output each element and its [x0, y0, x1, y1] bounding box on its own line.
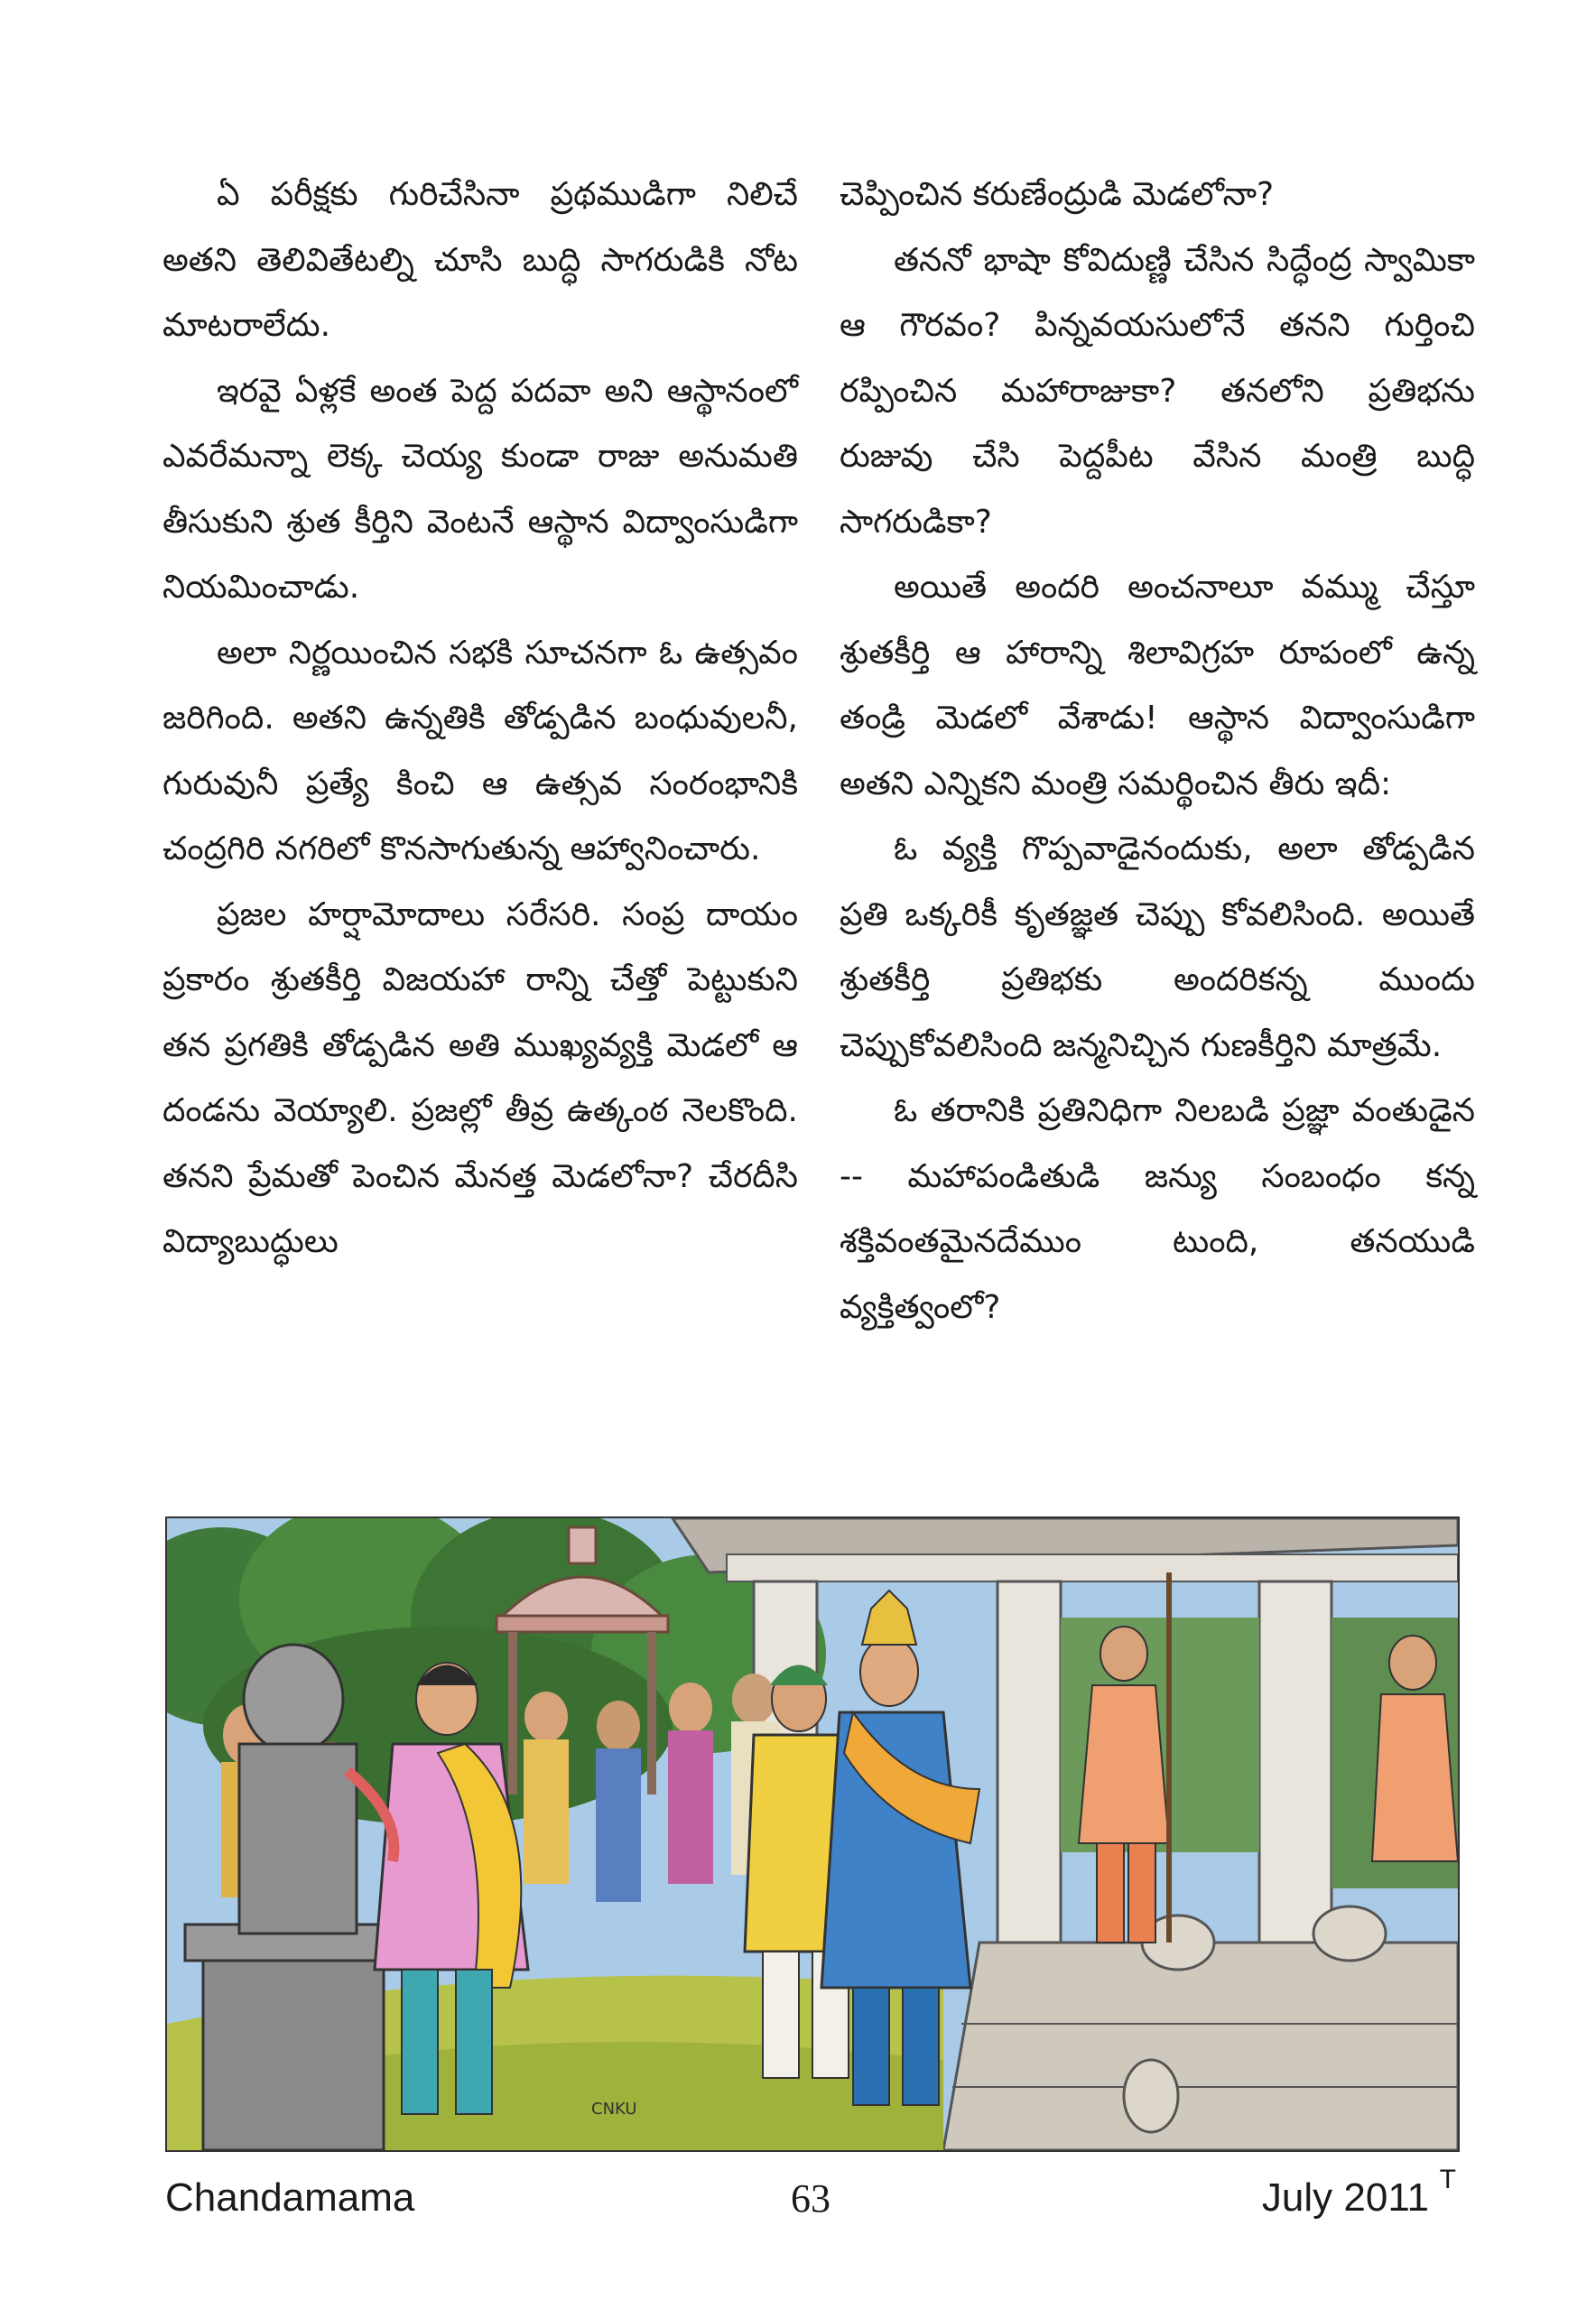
paragraph: ఏ పరీక్షకు గురిచేసినా ప్రథముడిగా నిలిచే అతని తెలివితేటల్ని చూసి బుద్ధి సాగరుడికి నోట మాటరాలేదు.: [162, 176, 798, 344]
paragraph: ఓ వ్యక్తి గొప్పవాడైనందుకు, అలా తోడ్పడిన ప్రతి ఒక్కరికీ కృతజ్ఞత చెప్పు కోవలిసింది. అయితే శ్రుతకీర్తి ప్రతిభకు అందరికన్న ముందు చెప్పుకోవలిసింది జన్మనిచ్చిన గుణకీర్తిని మాత్రమే.: [840, 830, 1475, 1064]
footer-mark: T: [1439, 2165, 1456, 2194]
artist-signature: CNKU: [591, 2100, 637, 2119]
illustration-scene: [167, 1518, 1458, 2150]
page-footer: [165, 2165, 1456, 2239]
story-illustration: [165, 1516, 1460, 2152]
magazine-name: Chandamama: [165, 2175, 415, 2220]
paragraph: ప్రజల హర్షామోదాలు సరేసరి. సంప్ర దాయం ప్రకారం శ్రుతకీర్తి విజయహా రాన్ని చేత్తో పెట్టుకుని తన ప్రగతికి తోడ్పడిన అతి ముఖ్యవ్యక్తి మెడలో ఆ దండను వెయ్యాలి. ప్రజల్లో తీవ్ర ఉత్కంఠ నెలకొంది. తనని ప్రేమతో పెంచిన మేనత్త మెడలోనా? చేరదీసి విద్యాబుద్ధులు: [162, 895, 798, 1260]
paragraph: ఇరవై ఏళ్లకే అంత పెద్ద పదవా అని ఆస్థానంలో ఎవరేమన్నా లెక్క చెయ్య కుండా రాజు అనుమతి తీసుకుని శ్రుత కీర్తిని వెంటనే ఆస్థాన విద్వాంసుడిగా నియమించాడు.: [162, 372, 798, 606]
paragraph: అయితే అందరి అంచనాలూ వమ్ము చేస్తూ శ్రుతకీర్తి ఆ హారాన్ని శిలావిగ్రహ రూపంలో ఉన్న తండ్రి మెడలో వేశాడు! ఆస్థాన విద్వాంసుడిగా అతని ఎన్నికని మంత్రి సమర్థించిన తీరు ఇదీ:: [840, 569, 1475, 802]
paragraph: చెప్పించిన కరుణేంద్రుడి మెడలోనా?: [840, 176, 1275, 213]
page-number: 63: [791, 2176, 830, 2221]
paragraph: తననో భాషా కోవిదుణ్ణి చేసిన సిద్ధేంద్ర స్వామికా ఆ గౌరవం? పిన్నవయసులోనే తనని గుర్తించి రప్పించిన మహారాజుకా? తనలోని ప్రతిభను రుజువు చేసి పెద్దపీట వేసిన మంత్రి బుద్ధి సాగరుడికా?: [840, 241, 1475, 541]
issue-date: July 2011: [1261, 2175, 1429, 2220]
left-text-column: [162, 162, 798, 1275]
right-text-column: [840, 162, 1475, 1340]
paragraph: అలా నిర్ణయించిన సభకి సూచనగా ఓ ఉత్సవం జరిగింది. అతని ఉన్నతికి తోడ్పడిన బంధువులనీ, గురువునీ ప్రత్యే కించి ఆ ఉత్సవ సంరంభానికి చంద్రగిరి నగరిలో కొనసాగుతున్న ఆహ్వానించారు.: [162, 634, 798, 867]
paragraph: ఓ తరానికి ప్రతినిధిగా నిలబడి ప్రజ్ఞా వంతుడైన -- మహాపండితుడి జన్యు సంబంధం కన్న శక్తివంతమైనదేముం టుంది, తనయుడి వ్యక్తిత్వంలో?: [840, 1092, 1475, 1326]
